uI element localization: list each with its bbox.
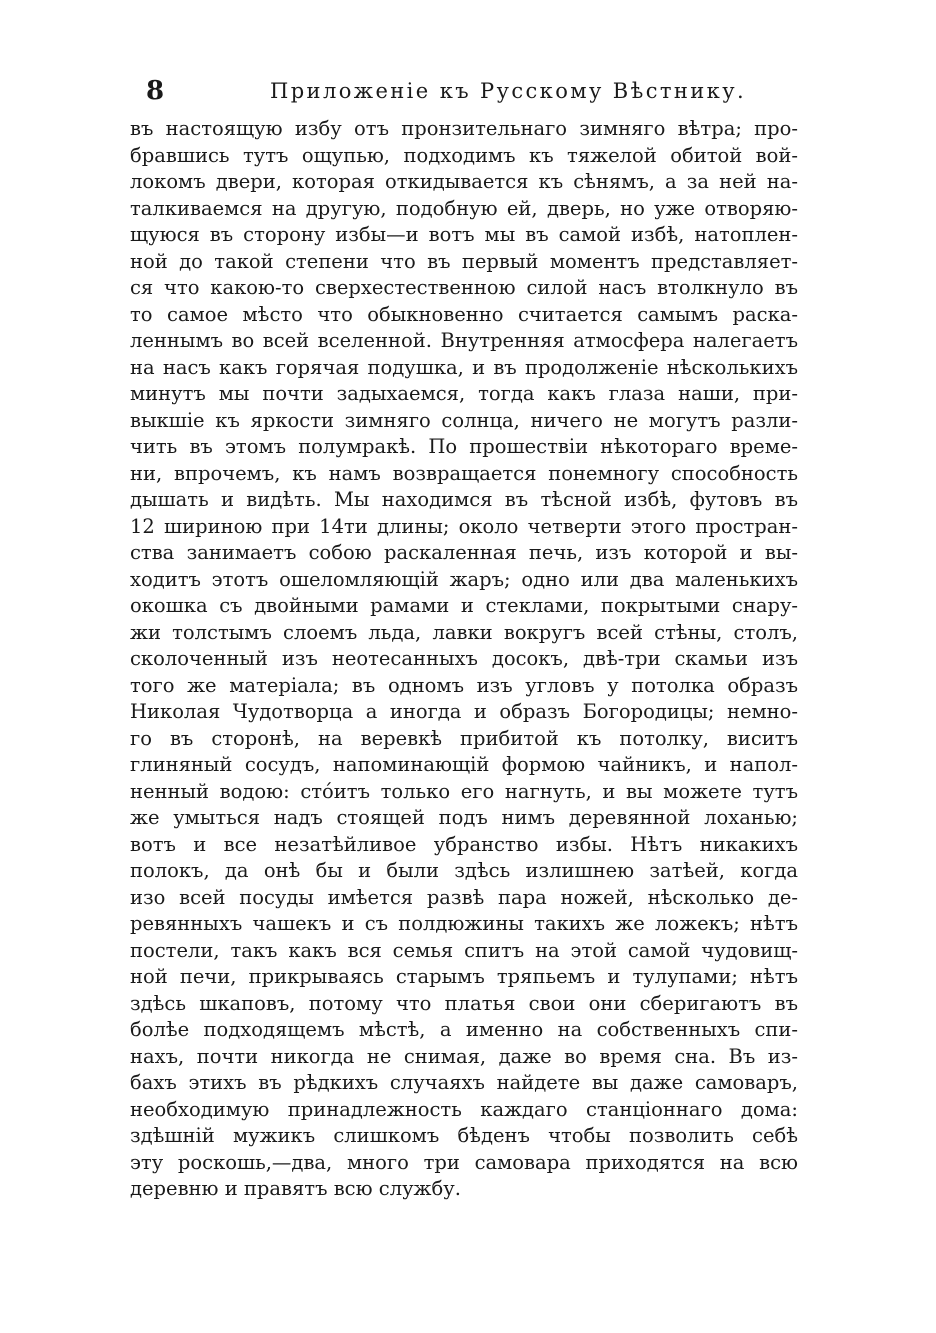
text-line: бахъ этихъ въ рѣдкихъ случаяхъ найдете вы даже самоваръ, bbox=[130, 1071, 798, 1094]
text-line: ни, впрочемъ, къ намъ возвращается понемногу способность bbox=[130, 461, 798, 485]
text-line: минутъ мы почти задыхаемся, тогда какъ глаза наши, при- bbox=[130, 382, 798, 405]
text-line: вотъ и все незатѣйливое убранство избы. Нѣтъ никакихъ bbox=[130, 832, 798, 856]
text-line: жи толстымъ слоемъ льда, лавки вокругъ всей стѣны, столъ, bbox=[130, 620, 798, 644]
body-text bbox=[130, 116, 798, 1203]
running-title: Приложеніе къ Русскому Вѣстнику. bbox=[270, 79, 747, 103]
text-line: здѣсь шкаповъ, потому что платья свои они сберигаютъ въ bbox=[130, 991, 798, 1015]
page-number: 8 bbox=[146, 76, 165, 106]
text-line: эту роскошь,—два, много три самовара приходятся на всю bbox=[130, 1150, 798, 1174]
text-line: ненный водою: стóитъ только его нагнуть, и вы можете тутъ bbox=[130, 779, 798, 803]
text-line: бравшись тутъ ощупью, подходимъ къ тяжелой обитой вой- bbox=[130, 143, 798, 167]
text-line: ства занимаетъ собою раскаленная печь, изъ которой и вы- bbox=[130, 541, 798, 564]
text-line: деревню и правятъ всю службу. bbox=[130, 1177, 461, 1200]
text-line: же умыться надъ стоящей подъ нимъ деревянной лоханью; bbox=[130, 806, 798, 829]
text-line: го въ сторонѣ, на веревкѣ прибитой къ потолку, виситъ bbox=[130, 726, 798, 750]
text-line: глиняный сосудъ, напоминающій формою чайникъ, и напол- bbox=[130, 753, 798, 776]
text-line: болѣе подходящемъ мѣстѣ, а именно на собственныхъ спи- bbox=[130, 1018, 798, 1041]
text-line: то самое мѣсто что обыкновенно считается самымъ раска- bbox=[130, 302, 798, 326]
text-line: выкшіе къ яркости зимняго солнца, ничего не могутъ разли- bbox=[130, 408, 798, 432]
text-line: изо всей посуды имѣется развѣ пара ножей, нѣсколько де- bbox=[130, 885, 798, 909]
text-line: необходимую принадлежность каждаго станціоннаго дома: bbox=[130, 1097, 798, 1121]
text-line: щуюся въ сторону избы—и вотъ мы въ самой избѣ, натоплен- bbox=[130, 223, 798, 246]
text-line: ной до такой степени что въ первый моментъ представляет- bbox=[130, 249, 798, 273]
text-line: ревянныхъ чашекъ и съ полдюжины такихъ же ложекъ; нѣтъ bbox=[130, 912, 798, 935]
text-line: постели, такъ какъ вся семья спитъ на этой самой чудовищ- bbox=[130, 938, 798, 962]
text-line: окошка съ двойными рамами и стеклами, покрытыми снару- bbox=[130, 594, 798, 617]
text-line: 12 шириною при 14ти длины; около четверти этого простран- bbox=[130, 514, 798, 538]
text-line: локомъ двери, которая откидывается къ сѣнямъ, а за ней на- bbox=[130, 170, 798, 193]
book-page bbox=[130, 72, 798, 1200]
text-line: Николая Чудотворца а иногда и образъ Богородицы; немно- bbox=[130, 700, 798, 723]
text-line: ной печи, прикрываясь старымъ тряпьемъ и тулупами; нѣтъ bbox=[130, 965, 798, 988]
text-line: дышать и видѣть. Мы находимся въ тѣсной избѣ, футовъ въ bbox=[130, 488, 798, 511]
text-line: ходитъ этотъ ошеломляющій жаръ; одно или два маленькихъ bbox=[130, 567, 798, 591]
page-header bbox=[130, 72, 798, 108]
text-line: въ настоящую избу отъ пронзительнаго зимняго вѣтра; про- bbox=[130, 117, 798, 140]
text-line: ся что какою-то сверхестественною силой насъ втолкнуло въ bbox=[130, 276, 798, 299]
text-line: нахъ, почти никогда не снимая, даже во время сна. Въ из- bbox=[130, 1044, 798, 1068]
text-line: на насъ какъ горячая подушка, и въ продолженіе нѣсколькихъ bbox=[130, 355, 798, 379]
text-line: чить въ этомъ полумракѣ. По прошествіи нѣкотораго време- bbox=[130, 435, 798, 458]
text-line: полокъ, да онѣ бы и были здѣсь излишнею затѣей, когда bbox=[130, 859, 798, 882]
text-line: талкиваемся на другую, подобную ей, дверь, но уже отворяю- bbox=[130, 196, 798, 220]
text-line: здѣшній мужикъ слишкомъ бѣденъ чтобы позволить себѣ bbox=[130, 1124, 798, 1147]
text-line: сколоченный изъ неотесанныхъ досокъ, двѣ-три скамьи изъ bbox=[130, 647, 798, 670]
text-line: леннымъ во всей вселенной. Внутренняя атмосфера налегаетъ bbox=[130, 329, 798, 352]
text-line: того же матеріала; въ одномъ изъ угловъ у потолка образъ bbox=[130, 673, 798, 697]
